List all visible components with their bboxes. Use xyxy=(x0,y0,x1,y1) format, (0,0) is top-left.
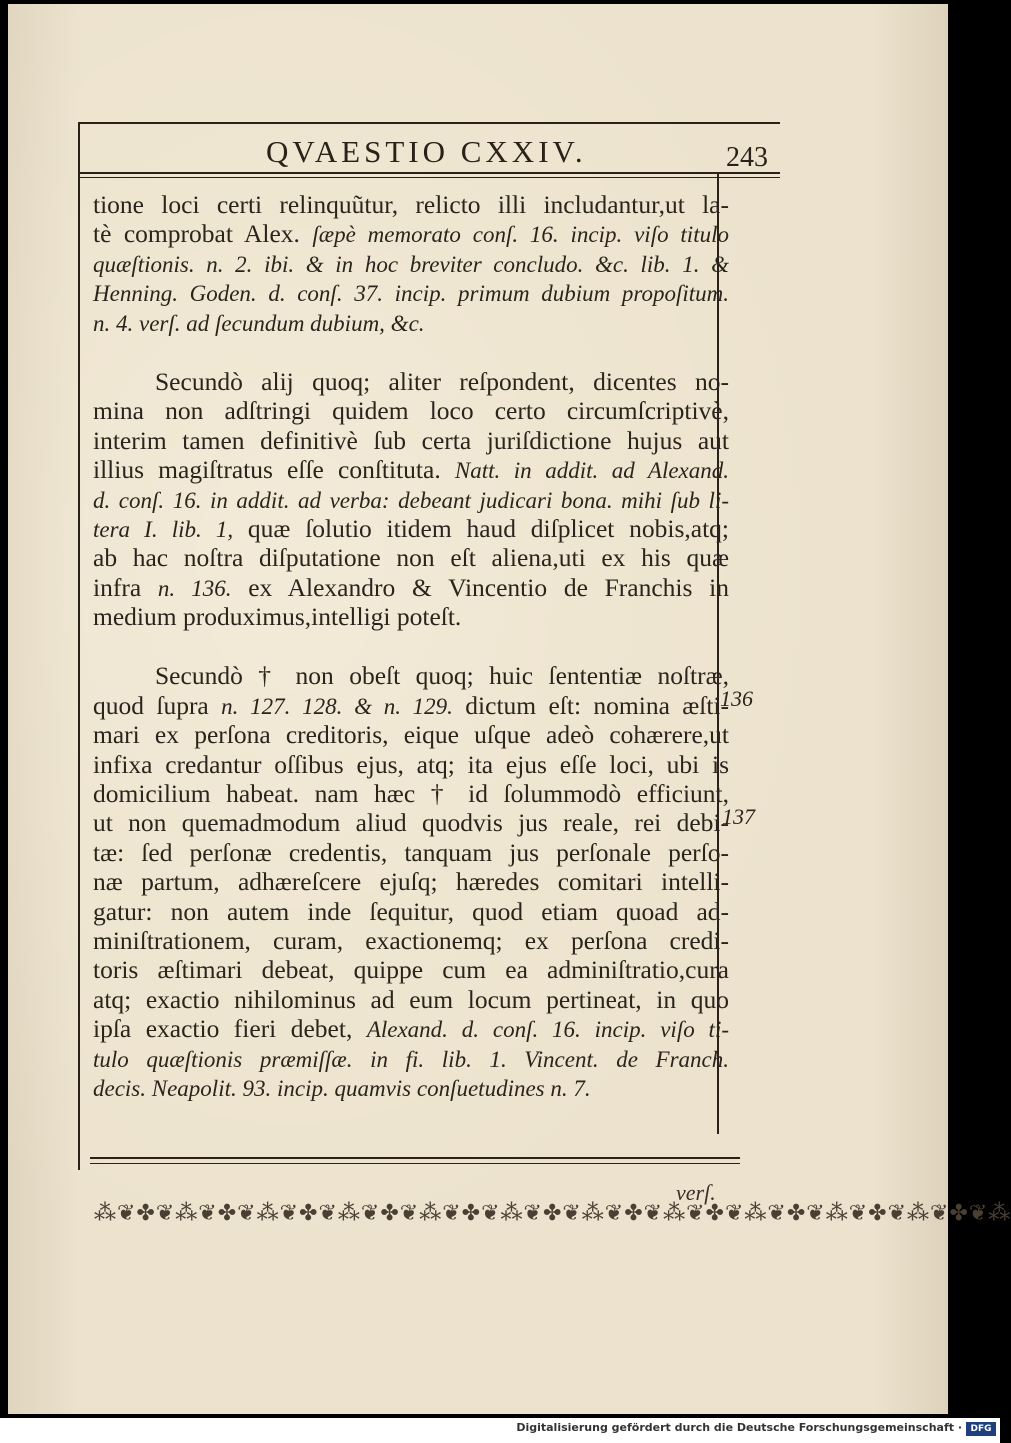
text-line xyxy=(93,661,729,690)
text-line xyxy=(93,514,729,543)
paragraph-gap xyxy=(93,631,729,661)
citation-text: n. 4. verſ. ad ſecundum dubium, &c. xyxy=(93,310,425,336)
digitization-footer xyxy=(0,1418,1000,1443)
citation-text: d. conſ. 16. in addit. ad verba: debeant judicari bona. mihi ſub li- xyxy=(93,487,729,513)
body-text-segment: tè comprobat Alex. xyxy=(93,219,313,249)
paragraph xyxy=(93,661,729,1102)
body-text-segment: illius magiſtratus eſſe conſtituta. xyxy=(93,455,455,485)
text-line xyxy=(93,543,729,572)
text-line xyxy=(93,926,729,955)
text-line xyxy=(93,838,729,867)
body-text-segment: næ partum, adhæreſcere ejuſq; hæredes comitari intelli- xyxy=(93,867,729,897)
body-text-segment: Secundò alij quoq; aliter reſpondent, dicentes no- xyxy=(155,366,729,396)
citation-text: n. 136. xyxy=(157,575,232,601)
running-head: QVAESTIO CXXIV. xyxy=(266,134,587,169)
citation-text: Henning. Goden. d. conſ. 37. incip. primum dubium propoſitum. xyxy=(93,281,729,307)
text-line xyxy=(93,750,729,779)
margin-note-137: 137 xyxy=(722,804,755,829)
body-text-segment: infixa credantur oſſibus ejus, atq; ita ejus eſſe loci, ubi is xyxy=(93,749,729,779)
text-line xyxy=(93,808,729,837)
body-text-segment: quæ ſolutio itidem haud diſplicet nobis,atq; xyxy=(233,513,729,543)
body-text-segment: quod ſupra xyxy=(93,690,222,720)
text-line xyxy=(93,278,729,307)
citation-text: ſæpè memorato conſ. 16. incip. viſo titulo xyxy=(312,222,729,248)
page-number: 243 xyxy=(726,142,768,173)
paragraph xyxy=(93,367,729,632)
bottom-rule-thin xyxy=(90,1163,740,1164)
body-text xyxy=(93,190,729,1102)
ornamental-border: ⁂❦✤❦⁂❦✤❦⁂❦✤❦⁂❦✤❦⁂❦✤❦⁂❦✤❦⁂❦✤❦⁂❦✤❦⁂❦✤❦⁂❦✤❦⁂❦✤❦⁂ xyxy=(94,1200,1011,1225)
citation-text: decis. Neapolit. 93. incip. quamvis conſuetudines n. 7. xyxy=(93,1075,591,1101)
text-line xyxy=(93,691,729,720)
margin-note-136: 136 xyxy=(720,686,753,711)
text-line xyxy=(93,396,729,425)
text-line xyxy=(93,190,729,219)
paragraph xyxy=(93,190,729,337)
body-text-segment: miniſtrationem, curam, exactionemq; ex perſona credi- xyxy=(93,925,729,955)
dfg-logo-icon: DFG xyxy=(966,1422,996,1436)
body-text-segment: gatur: non autem inde ſequitur, quod etiam quoad ad- xyxy=(93,896,729,926)
body-text-segment: toris æſtimari debeat, quippe cum ea adminiſtratio,cura xyxy=(93,955,729,985)
body-text-segment: tione loci certi relinquũtur, relicto illi includantur,ut la- xyxy=(93,190,729,219)
bottom-rule xyxy=(90,1157,740,1159)
body-text-segment: infra xyxy=(93,572,158,602)
body-text-segment: tæ: ſed perſonæ credentis, tanquam jus perſonale perſo- xyxy=(93,837,729,867)
top-rule xyxy=(80,122,780,124)
text-line xyxy=(93,485,729,514)
body-text-segment: mari ex perſona creditoris, eique uſque adeò cohærere,ut xyxy=(93,720,729,750)
body-text-segment: interim tamen definitivè ſub certa juriſdictione hujus aut xyxy=(93,425,729,455)
text-line xyxy=(93,367,729,396)
text-line xyxy=(93,219,729,248)
body-text-segment: Secundò † non obeſt quoq; huic ſententiæ noſtræ, xyxy=(155,661,729,691)
body-text-segment: medium produximus,intelligi poteſt. xyxy=(93,602,462,632)
text-line xyxy=(93,602,729,631)
body-text-segment: mina non adſtringi quidem loco certo circumſcriptivè, xyxy=(93,396,729,426)
body-text-segment: ab hac noſtra diſputatione non eſt aliena,uti ex his quæ xyxy=(93,543,729,573)
citation-text: n. 127. 128. & n. 129. xyxy=(221,693,453,719)
body-text-segment: domicilium habeat. nam hæc † id ſolummodò efficiunt, xyxy=(93,779,729,809)
book-page xyxy=(8,4,1011,1414)
citation-text: tulo quæſtionis præmiſſæ. in fi. lib. 1. Vincent. de Franch. xyxy=(93,1046,729,1072)
paragraph-gap xyxy=(93,337,729,367)
header-underline-rule xyxy=(80,172,780,174)
citation-text: Alexand. d. conſ. 16. incip. viſo ti- xyxy=(366,1017,729,1043)
body-text-segment: ipſa exactio fieri debet, xyxy=(93,1014,367,1044)
catchword: verſ. xyxy=(676,1180,716,1205)
text-line xyxy=(93,1014,729,1043)
text-line xyxy=(93,426,729,455)
left-frame-rule xyxy=(78,122,80,1170)
text-line xyxy=(93,779,729,808)
text-line xyxy=(93,985,729,1014)
text-line xyxy=(93,955,729,984)
body-text-segment: ex Alexandro & Vincentio de Franchis in xyxy=(231,572,729,602)
text-line xyxy=(93,1073,729,1102)
footer-credit: Digitalisierung gefördert durch die Deutsche Forschungsgemeinschaft · xyxy=(516,1421,962,1434)
text-line xyxy=(93,308,729,337)
text-line xyxy=(93,573,729,602)
body-text-segment: ut non quemadmodum aliud quodvis jus reale, rei debi- xyxy=(93,808,729,838)
text-line xyxy=(93,897,729,926)
body-text-segment: atq; exactio nihilominus ad eum locum pertineat, in quo xyxy=(93,984,729,1014)
citation-text: tera I. lib. 1, xyxy=(93,516,234,542)
citation-text: Natt. in addit. ad Alexand. xyxy=(454,458,729,484)
text-line xyxy=(93,455,729,484)
text-line xyxy=(93,867,729,896)
text-line xyxy=(93,1044,729,1073)
text-line xyxy=(93,249,729,278)
header-underline-rule-thin xyxy=(80,177,780,178)
citation-text: quæſtionis. n. 2. ibi. & in hoc breviter concludo. &c. lib. 1. & xyxy=(93,251,729,277)
body-text-segment: dictum eſt: nomina æſti- xyxy=(452,690,730,720)
text-line xyxy=(93,720,729,749)
